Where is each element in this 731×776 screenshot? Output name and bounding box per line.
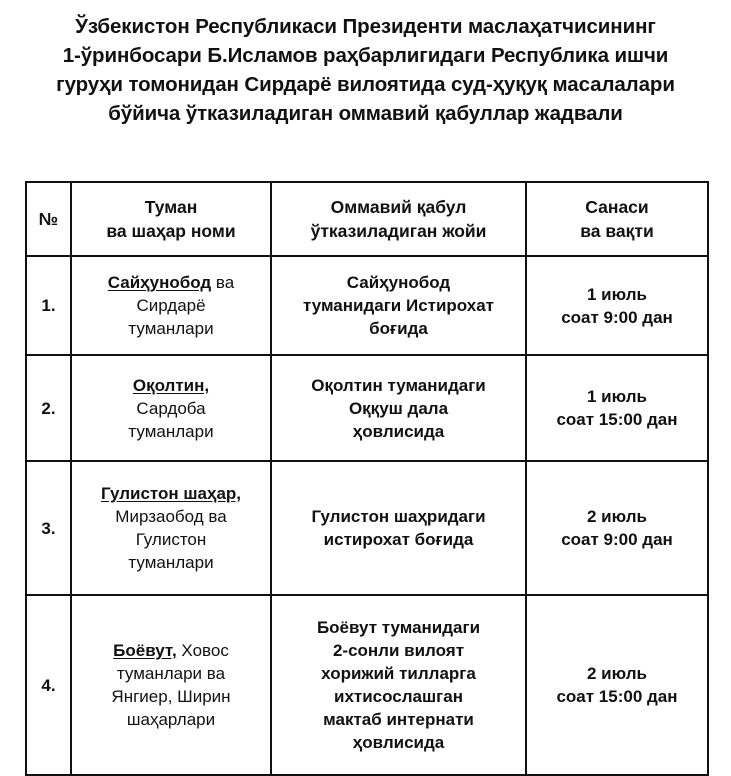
header-number-label: № <box>38 209 59 229</box>
date-line-1: 2 июль <box>587 507 647 526</box>
row-district <box>71 256 271 355</box>
table-row <box>26 256 708 355</box>
table-row <box>26 595 708 775</box>
header-place-line-2: ўтказиладиган жойи <box>310 221 487 241</box>
district-lead: Сайҳунобод <box>107 273 212 292</box>
district-line-4: туманлари <box>128 553 214 572</box>
row-place <box>271 355 526 461</box>
row-number: 4. <box>26 595 71 775</box>
header-place-line-1: Оммавий қабул <box>330 197 467 217</box>
row-number: 3. <box>26 461 71 595</box>
district-lead: Гулистон шаҳар, <box>100 484 242 503</box>
table-header-row <box>26 182 708 256</box>
district-line-3: Янгиер, Ширин <box>111 687 231 706</box>
district-rest: ва <box>211 273 235 292</box>
row-place <box>271 256 526 355</box>
place-line-3: боғида <box>369 319 428 338</box>
date-line-2: соат 9:00 дан <box>561 307 673 327</box>
row-place <box>271 595 526 775</box>
place-line-1: Боёвут туманидаги <box>316 618 481 637</box>
table-row <box>26 355 708 461</box>
row-district <box>71 461 271 595</box>
date-line-2: соат 9:00 дан <box>561 530 673 549</box>
table-body <box>26 256 708 775</box>
schedule-table <box>25 181 709 776</box>
district-line-2: туманлари ва <box>116 664 226 683</box>
place-line-1: Сайҳунобод <box>346 273 451 292</box>
table-row <box>26 461 708 595</box>
header-date-line-2: ва вақти <box>580 221 654 241</box>
district-line-1 <box>78 482 264 505</box>
row-place <box>271 461 526 595</box>
place-line-3: ҳовлисида <box>352 421 445 441</box>
row-district <box>71 355 271 461</box>
place-line-2: 2-сонли вилоят <box>332 641 465 660</box>
district-lead: Оқолтин, <box>132 375 210 395</box>
row-date <box>526 461 708 595</box>
place-line-2: Оққуш дала <box>348 398 449 418</box>
table-header <box>26 182 708 256</box>
row-date <box>526 595 708 775</box>
date-line-1: 2 июль <box>587 664 647 683</box>
district-line-3: туманлари <box>128 319 214 338</box>
place-line-4: ихтисослашган <box>334 687 463 706</box>
header-number <box>26 182 71 256</box>
district-line-3: Гулистон <box>135 530 207 549</box>
row-date <box>526 256 708 355</box>
header-district-line-2: ва шаҳар номи <box>106 221 236 241</box>
district-line-1 <box>78 639 264 662</box>
place-line-1: Гулистон шаҳридаги <box>311 507 486 526</box>
district-line-2: Сирдарё <box>136 296 206 315</box>
district-line-1 <box>78 374 264 397</box>
district-rest: Ховос <box>176 641 229 660</box>
date-line-2: соат 15:00 дан <box>556 687 678 706</box>
place-line-1: Оқолтин туманидаги <box>311 375 486 395</box>
district-line-3: туманлари <box>128 421 214 441</box>
district-line-1 <box>78 271 264 294</box>
district-line-2: Мирзаобод ва <box>115 507 227 526</box>
place-line-6: ҳовлисида <box>352 733 445 752</box>
title-line-4: бўйича ўтказиладиган оммавий қабуллар жадвали <box>108 102 623 125</box>
row-number: 2. <box>26 355 71 461</box>
header-place <box>271 182 526 256</box>
district-line-4: шаҳарлари <box>126 710 216 729</box>
date-line-1: 1 июль <box>587 387 647 406</box>
header-date-line-1: Санаси <box>585 197 649 217</box>
title-line-3: гуруҳи томонидан Сирдарё вилоятида суд-ҳуқуқ масалалари <box>56 73 675 96</box>
row-date <box>526 355 708 461</box>
place-line-2: истирохат боғида <box>323 530 474 549</box>
header-district-line-1: Туман <box>144 197 198 217</box>
row-number: 1. <box>26 256 71 355</box>
place-line-2: туманидаги Истирохат <box>302 296 495 315</box>
district-line-2: Сардоба <box>136 398 206 418</box>
header-date <box>526 182 708 256</box>
place-line-5: мактаб интернати <box>323 710 474 729</box>
title-line-2: 1-ўринбосари Б.Исламов раҳбарлигидаги Республика ишчи <box>62 44 669 67</box>
district-lead: Боёвут, <box>113 641 177 660</box>
header-district <box>71 182 271 256</box>
date-line-1: 1 июль <box>587 284 647 304</box>
place-line-3: хорижий тилларга <box>321 664 476 683</box>
date-line-2: соат 15:00 дан <box>556 410 678 429</box>
row-district <box>71 595 271 775</box>
title-line-1: Ўзбекистон Республикаси Президенти маслаҳатчисининг <box>75 15 656 38</box>
document-title <box>0 12 731 128</box>
